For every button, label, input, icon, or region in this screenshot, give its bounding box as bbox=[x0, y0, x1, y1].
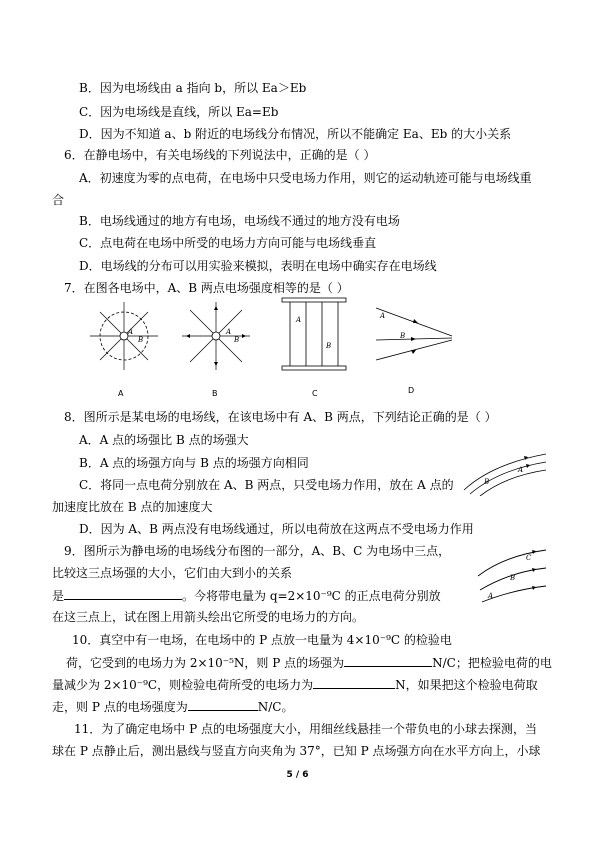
question-9-line-1: 9．图所示为静电场的电场线分布图的一部分，A、B、C 为电场中三点， bbox=[64, 544, 451, 558]
option-b-line: B．因为电场线由 a 指向 b，所以 Ea＞Eb bbox=[79, 81, 307, 95]
question-8-option-b: B．A 点的场强方向与 B 点的场强方向相同 bbox=[79, 456, 309, 470]
question-10-line-1: 10．真空中有一电场，在电场中的 P 点放一电量为 4×10⁻⁹C 的检验电 bbox=[72, 633, 452, 647]
question-9-line-2: 比较这三点场强的大小，它们由大到小的关系 bbox=[52, 566, 293, 580]
svg-text:A: A bbox=[128, 328, 134, 336]
question-8-option-a: A．A 点的场强比 B 点的场强大 bbox=[79, 433, 249, 447]
question-11-line-2: 球在 P 点静止后，测出悬线与竖直方向夹角为 37°，已知 P 点场强方向在水平方向上，小球 bbox=[52, 744, 541, 758]
svg-text:B: B bbox=[138, 336, 144, 344]
question-10-line-3 bbox=[52, 676, 538, 693]
figure-9-point-c: C bbox=[526, 554, 532, 562]
question-6-option-b: B．电场线通过的地方有电场，电场线不通过的地方没有电场 bbox=[79, 214, 400, 228]
figure-9 bbox=[476, 546, 548, 604]
question-6-option-a: A．初速度为零的点电荷，在电场中只受电场力作用，则它的运动轨迹可能与电场线重 bbox=[79, 171, 532, 185]
figure-7b bbox=[176, 298, 256, 378]
question-10-blank-2[interactable] bbox=[313, 676, 395, 689]
svg-text:A: A bbox=[296, 316, 302, 324]
svg-text:B: B bbox=[326, 342, 332, 350]
question-6-option-c: C．点电荷在电场中所受的电场力方向可能与电场线垂直 bbox=[79, 236, 377, 250]
svg-text:A: A bbox=[226, 328, 232, 336]
svg-text:B: B bbox=[234, 336, 240, 344]
question-10-line-3-pre: 量减少为 2×10⁻⁹C，则检验电荷所受的电场力为 bbox=[52, 678, 314, 692]
figure-7d bbox=[372, 298, 456, 378]
question-8-option-c: C．将同一点电荷分别放在 A、B 两点，只受电场力作用，放在 A 点的 bbox=[79, 478, 454, 492]
page-number: 5 / 6 bbox=[286, 770, 309, 780]
figure-8 bbox=[462, 452, 548, 496]
question-10-line-2-post: N/C；把检验电荷的电 bbox=[432, 656, 552, 670]
option-c-line: C．因为电场线是直线，所以 Ea=Eb bbox=[79, 105, 279, 119]
question-10-line-3-post: N，如果把这个检验电荷取 bbox=[395, 678, 538, 692]
figure-7a-label: A bbox=[118, 389, 124, 398]
question-6-option-d: D．电场线的分布可以用实验来模拟，表明在电场中确实存在电场线 bbox=[79, 259, 437, 273]
figure-9-point-b: B bbox=[510, 574, 516, 582]
question-6-option-a-cont: 合 bbox=[52, 193, 65, 207]
figure-7c-label: C bbox=[312, 389, 318, 398]
question-8-option-c-cont: 加速度比放在 B 点的加速度大 bbox=[52, 500, 213, 514]
question-10-blank-3[interactable] bbox=[188, 698, 258, 711]
question-10-line-4-post: N/C。 bbox=[257, 700, 294, 714]
question-7: 7．在图各电场中，A、B 两点电场强度相等的是（ ） bbox=[64, 281, 349, 295]
question-8-option-d: D．因为 A、B 两点没有电场线通过，所以电荷放在这两点不受电场力作用 bbox=[79, 522, 474, 536]
question-8: 8．图所示是某电场的电场线，在该电场中有 A、B 两点，下列结论正确的是（ ） bbox=[64, 410, 497, 424]
question-10-line-4 bbox=[52, 698, 293, 715]
figure-7b-label: B bbox=[212, 389, 218, 398]
figure-8-point-a: A bbox=[518, 466, 524, 474]
question-9-pre: 是 bbox=[52, 589, 65, 603]
figure-7c bbox=[280, 296, 350, 376]
option-d-line: D．因为不知道 a、b 附近的电场线分布情况，所以不能确定 Ea、Eb 的大小关系 bbox=[79, 127, 512, 141]
question-9-line-4: 在这三点上，试在图上用箭头绘出它所受的电场力的方向。 bbox=[52, 610, 365, 624]
question-10-blank-1[interactable] bbox=[344, 654, 432, 667]
question-9-blank[interactable] bbox=[64, 587, 182, 600]
figure-7d-label: D bbox=[408, 386, 415, 395]
question-10-line-2 bbox=[66, 654, 552, 671]
question-10-line-4-pre: 走，则 P 点的电场强度为 bbox=[52, 700, 188, 714]
svg-text:B: B bbox=[400, 332, 406, 340]
question-9-post: 。今将带电量为 q=2×10⁻⁹C 的正点电荷分别放 bbox=[182, 589, 441, 603]
question-10-line-2-pre: 荷，它受到的电场力为 2×10⁻⁵N，则 P 点的场强为 bbox=[66, 656, 345, 670]
figure-8-point-b: B bbox=[484, 478, 490, 486]
question-6: 6．在静电场中，有关电场线的下列说法中，正确的是（ ） bbox=[64, 148, 376, 162]
svg-text:A: A bbox=[380, 312, 386, 320]
figure-7a bbox=[84, 298, 164, 378]
question-9-line-3 bbox=[52, 587, 441, 604]
figure-9-point-a: A bbox=[488, 592, 494, 600]
question-11-line-1: 11．为了确定电场中 P 点的电场强度大小，用细丝线悬挂一个带负电的小球去探测，当 bbox=[74, 722, 537, 736]
